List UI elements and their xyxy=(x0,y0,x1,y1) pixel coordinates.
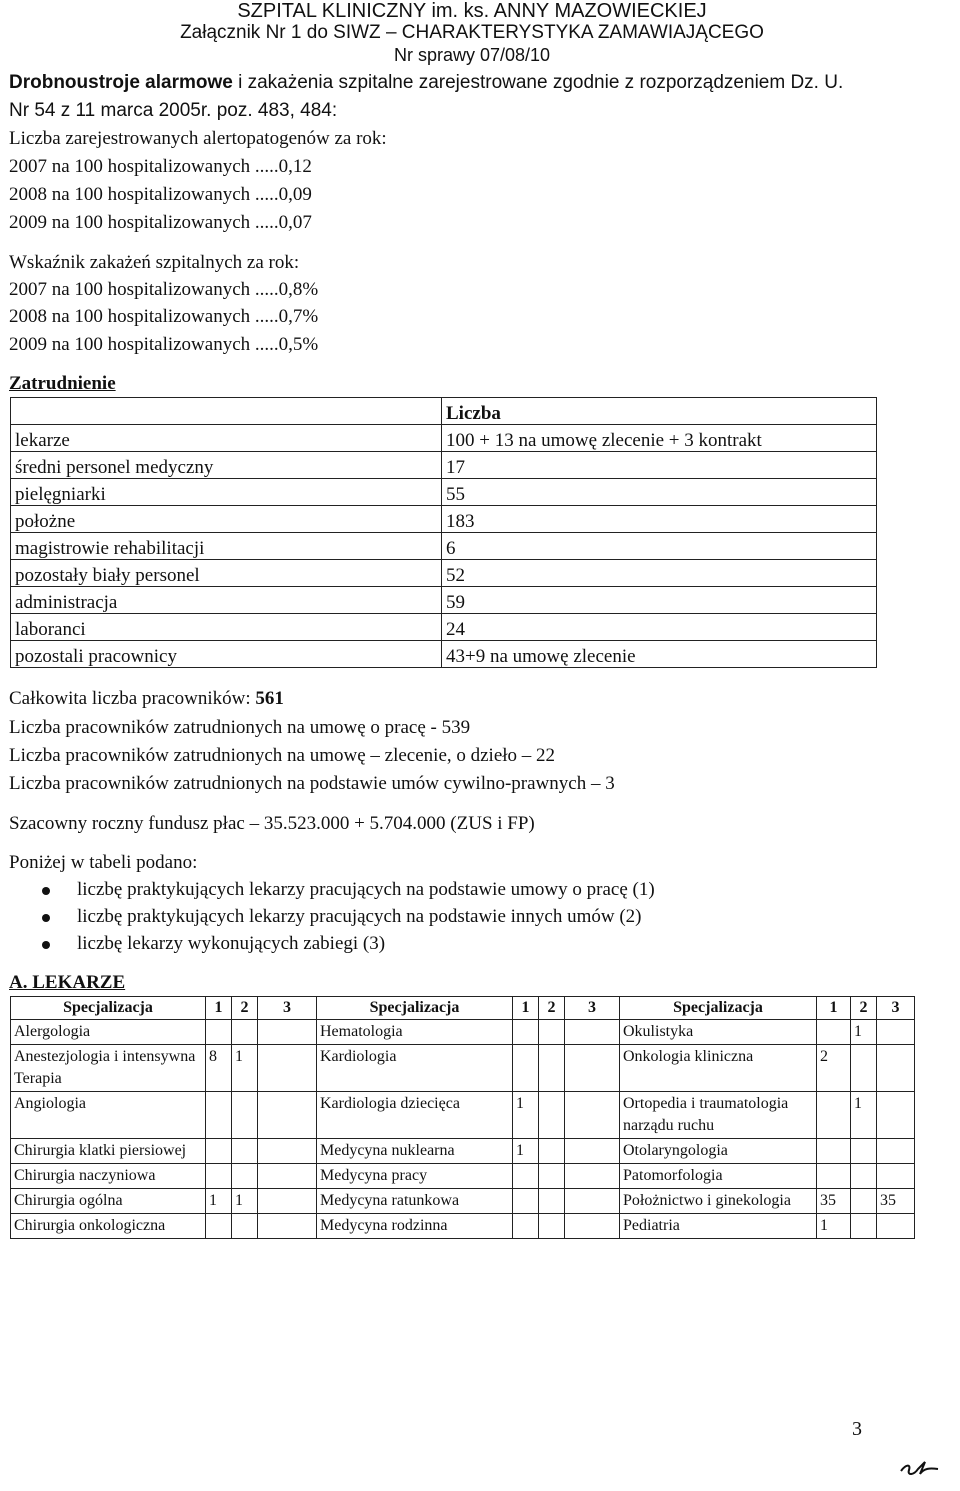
table-cell: Pediatria xyxy=(620,1214,817,1239)
table-cell: Otolaryngologia xyxy=(620,1139,817,1164)
employment-heading: Zatrudnienie xyxy=(9,373,116,394)
table-row xyxy=(11,1045,915,1092)
bullet-icon xyxy=(42,914,50,922)
table-row xyxy=(11,506,877,533)
alert-row: 2008 na 100 hospitalizowanych .....0,09 xyxy=(9,184,312,205)
table-cell xyxy=(232,1092,258,1139)
intro-line-2: Nr 54 z 11 marca 2005r. poz. 483, 484: xyxy=(9,100,338,121)
table-row xyxy=(11,641,877,668)
doctors-table xyxy=(10,996,915,1239)
table-cell xyxy=(513,1045,539,1092)
table-cell: Patomorfologia xyxy=(620,1164,817,1189)
table-cell: 55 xyxy=(442,479,877,506)
table-cell xyxy=(539,1139,565,1164)
column-header: 1 xyxy=(513,997,539,1020)
table-cell: 183 xyxy=(442,506,877,533)
table-cell xyxy=(817,1164,851,1189)
column-header: 2 xyxy=(232,997,258,1020)
bullet-icon xyxy=(42,941,50,949)
table-row xyxy=(11,1189,915,1214)
intro-line-1 xyxy=(9,72,843,94)
table-cell xyxy=(206,1139,232,1164)
table-cell: 52 xyxy=(442,560,877,587)
table-cell xyxy=(877,1214,915,1239)
table-cell: pielęgniarki xyxy=(11,479,442,506)
table-cell xyxy=(817,1020,851,1045)
total-employees xyxy=(9,688,284,710)
total-value: 561 xyxy=(255,688,284,709)
column-header: 1 xyxy=(206,997,232,1020)
column-header: 1 xyxy=(817,997,851,1020)
table-cell xyxy=(877,1020,915,1045)
infection-row: 2008 na 100 hospitalizowanych .....0,7% xyxy=(9,306,319,327)
table-cell: lekarze xyxy=(11,425,442,452)
table-row xyxy=(11,425,877,452)
column-header: Specjalizacja xyxy=(317,997,513,1020)
table-cell xyxy=(258,1164,317,1189)
table-cell: Hematologia xyxy=(317,1020,513,1045)
table-cell: Ortopedia i traumatologia narządu ruchu xyxy=(620,1092,817,1139)
table-row xyxy=(11,614,877,641)
table-cell: Kardiologia xyxy=(317,1045,513,1092)
table-cell xyxy=(513,1164,539,1189)
table-cell: 100 + 13 na umowę zlecenie + 3 kontrakt xyxy=(442,425,877,452)
table-cell xyxy=(232,1139,258,1164)
table-cell xyxy=(877,1139,915,1164)
table-cell: Alergologia xyxy=(11,1020,206,1045)
below-intro: Poniżej w tabeli podano: xyxy=(9,852,198,873)
hospital-name: SZPITAL KLINICZNY im. ks. ANNY MAZOWIECKIEJ xyxy=(237,0,707,22)
table-cell: Medycyna ratunkowa xyxy=(317,1189,513,1214)
table-cell xyxy=(565,1189,620,1214)
table-cell: Medycyna rodzinna xyxy=(317,1214,513,1239)
table-cell xyxy=(539,1214,565,1239)
table-cell: Chirurgia onkologiczna xyxy=(11,1214,206,1239)
page-number: 3 xyxy=(852,1418,862,1440)
intro-rest: i zakażenia szpitalne zarejestrowane zgodnie z rozporządzeniem Dz. U. xyxy=(232,72,844,93)
table-cell: Onkologia kliniczna xyxy=(620,1045,817,1092)
total-label: Całkowita liczba pracowników: xyxy=(9,688,256,709)
column-header: Specjalizacja xyxy=(11,997,206,1020)
table-row xyxy=(11,479,877,506)
table-cell xyxy=(539,1092,565,1139)
intro-bold: Drobnoustroje alarmowe xyxy=(9,72,233,93)
table-cell xyxy=(565,1139,620,1164)
table-cell xyxy=(258,1092,317,1139)
column-header: 2 xyxy=(539,997,565,1020)
table-cell xyxy=(851,1214,877,1239)
table-cell: 1 xyxy=(851,1092,877,1139)
table-cell xyxy=(258,1045,317,1092)
table-cell xyxy=(206,1214,232,1239)
table-row xyxy=(11,1139,915,1164)
doctors-heading: A. LEKARZE xyxy=(9,972,126,993)
list-item: liczbę lekarzy wykonujących zabiegi (3) xyxy=(77,933,386,954)
table-cell: 1 xyxy=(851,1020,877,1045)
table-cell xyxy=(565,1020,620,1045)
table-cell: Chirurgia ogólna xyxy=(11,1189,206,1214)
table-row xyxy=(11,1164,915,1189)
table-cell: średni personel medyczny xyxy=(11,452,442,479)
table-cell: 1 xyxy=(513,1139,539,1164)
table-cell xyxy=(232,1214,258,1239)
alert-row: 2007 na 100 hospitalizowanych .....0,12 xyxy=(9,156,312,177)
table-cell: 24 xyxy=(442,614,877,641)
table-cell: 43+9 na umowę zlecenie xyxy=(442,641,877,668)
infection-row: 2009 na 100 hospitalizowanych .....0,5% xyxy=(9,334,319,355)
table-cell xyxy=(232,1164,258,1189)
summary-line: Liczba pracowników zatrudnionych na umowę o pracę - 539 xyxy=(9,717,471,738)
table-header-row xyxy=(11,997,915,1020)
attachment-title: Załącznik Nr 1 do SIWZ – CHARAKTERYSTYKA ZAMAWIAJĄCEGO xyxy=(180,22,764,43)
table-cell: laboranci xyxy=(11,614,442,641)
table-cell: Chirurgia klatki piersiowej xyxy=(11,1139,206,1164)
table-cell: 35 xyxy=(877,1189,915,1214)
payroll-fund: Szacowny roczny fundusz płac – 35.523.000 + 5.704.000 (ZUS i FP) xyxy=(9,813,535,834)
column-header: 3 xyxy=(258,997,317,1020)
table-cell xyxy=(258,1214,317,1239)
table-cell xyxy=(206,1092,232,1139)
table-row xyxy=(11,533,877,560)
table-row xyxy=(11,560,877,587)
case-number: Nr sprawy 07/08/10 xyxy=(393,45,551,65)
list-item: liczbę praktykujących lekarzy pracujących na podstawie umowy o pracę (1) xyxy=(77,879,655,900)
table-cell xyxy=(851,1045,877,1092)
table-cell xyxy=(206,1020,232,1045)
table-row xyxy=(11,1092,915,1139)
table-cell: położne xyxy=(11,506,442,533)
table-cell xyxy=(817,1092,851,1139)
table-cell xyxy=(258,1189,317,1214)
table-cell xyxy=(565,1092,620,1139)
table-cell: 2 xyxy=(817,1045,851,1092)
infection-row: 2007 na 100 hospitalizowanych .....0,8% xyxy=(9,279,319,300)
column-header: 2 xyxy=(851,997,877,1020)
infection-title: Wskaźnik zakażeń szpitalnych za rok: xyxy=(9,252,300,273)
table-cell: Położnictwo i ginekologia xyxy=(620,1189,817,1214)
table-cell xyxy=(539,1189,565,1214)
table-row xyxy=(11,1214,915,1239)
table-cell xyxy=(851,1139,877,1164)
column-header: 3 xyxy=(565,997,620,1020)
table-row xyxy=(11,452,877,479)
table-cell xyxy=(565,1164,620,1189)
table-cell: pozostały biały personel xyxy=(11,560,442,587)
table-cell xyxy=(851,1164,877,1189)
table-cell xyxy=(851,1189,877,1214)
employment-table xyxy=(10,397,877,668)
summary-line: Liczba pracowników zatrudnionych na umowę – zlecenie, o dzieło – 22 xyxy=(9,745,556,766)
table-row xyxy=(11,1020,915,1045)
table-cell: Kardiologia dziecięca xyxy=(317,1092,513,1139)
table-cell xyxy=(11,398,442,425)
table-cell xyxy=(565,1045,620,1092)
table-cell: 1 xyxy=(817,1214,851,1239)
table-row xyxy=(11,587,877,614)
table-cell xyxy=(565,1214,620,1239)
table-cell xyxy=(513,1189,539,1214)
table-cell: 35 xyxy=(817,1189,851,1214)
table-cell xyxy=(539,1045,565,1092)
table-cell: administracja xyxy=(11,587,442,614)
table-cell: Okulistyka xyxy=(620,1020,817,1045)
table-cell xyxy=(258,1139,317,1164)
table-cell: Angiologia xyxy=(11,1092,206,1139)
table-cell xyxy=(817,1139,851,1164)
table-cell xyxy=(232,1020,258,1045)
table-cell xyxy=(513,1020,539,1045)
summary-line: Liczba pracowników zatrudnionych na podstawie umów cywilno-prawnych – 3 xyxy=(9,773,615,794)
table-header: Liczba xyxy=(442,398,877,425)
table-cell xyxy=(877,1045,915,1092)
table-cell: Chirurgia naczyniowa xyxy=(11,1164,206,1189)
bullet-icon xyxy=(42,887,50,895)
table-cell xyxy=(877,1164,915,1189)
table-cell: 1 xyxy=(513,1092,539,1139)
alert-row: 2009 na 100 hospitalizowanych .....0,07 xyxy=(9,212,312,233)
table-cell: 8 xyxy=(206,1045,232,1092)
table-cell: Medycyna pracy xyxy=(317,1164,513,1189)
table-cell xyxy=(513,1214,539,1239)
signature-mark xyxy=(898,1455,944,1479)
table-cell: magistrowie rehabilitacji xyxy=(11,533,442,560)
table-cell: 1 xyxy=(232,1045,258,1092)
table-cell: 6 xyxy=(442,533,877,560)
table-cell xyxy=(539,1164,565,1189)
alert-title: Liczba zarejestrowanych alertopatogenów za rok: xyxy=(9,128,387,149)
table-cell: 59 xyxy=(442,587,877,614)
table-cell: 17 xyxy=(442,452,877,479)
table-cell xyxy=(258,1020,317,1045)
table-cell xyxy=(877,1092,915,1139)
table-cell xyxy=(539,1020,565,1045)
table-cell xyxy=(206,1164,232,1189)
table-row xyxy=(11,398,877,425)
table-cell: 1 xyxy=(232,1189,258,1214)
table-cell: pozostali pracownicy xyxy=(11,641,442,668)
table-cell: Medycyna nuklearna xyxy=(317,1139,513,1164)
table-cell: 1 xyxy=(206,1189,232,1214)
column-header: Specjalizacja xyxy=(620,997,817,1020)
column-header: 3 xyxy=(877,997,915,1020)
table-cell: Anestezjologia i intensywna Terapia xyxy=(11,1045,206,1092)
list-item: liczbę praktykujących lekarzy pracujących na podstawie innych umów (2) xyxy=(77,906,642,927)
